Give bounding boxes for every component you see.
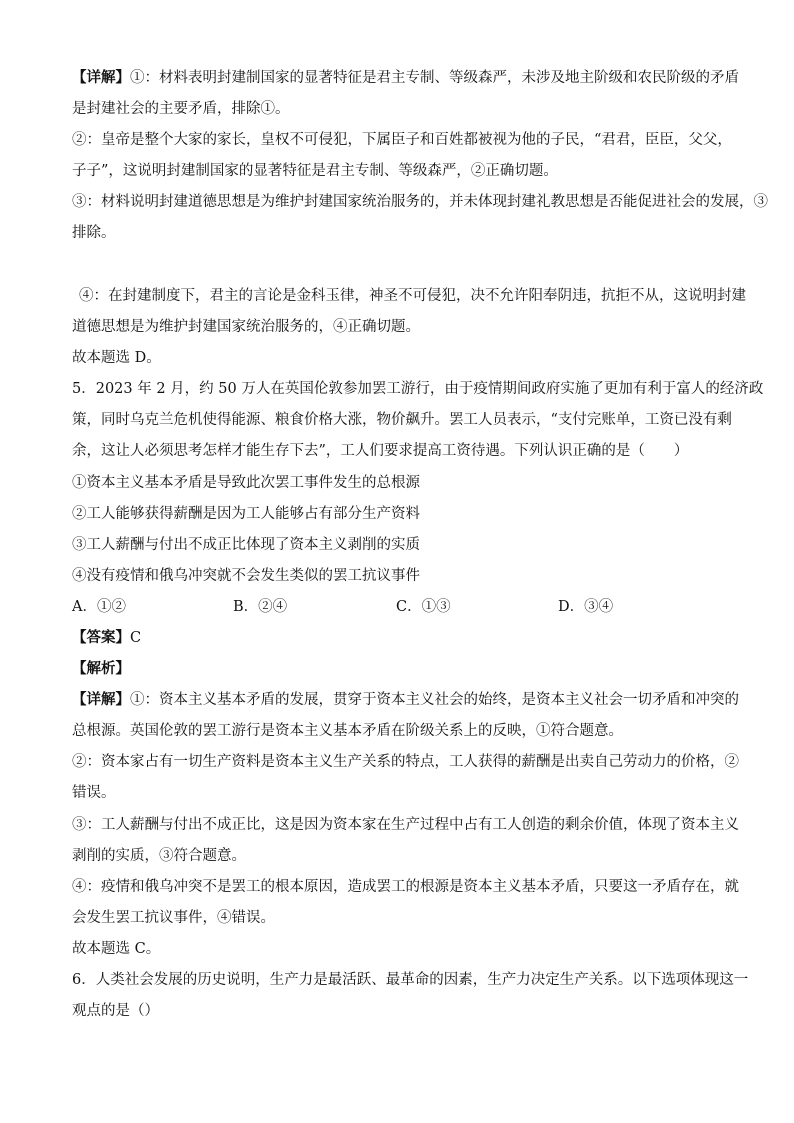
detail-line: ④：疫情和俄乌冲突不是罢工的根本原因，造成罢工的根源是资本主义基本矛盾，只要这一矛盾存在，就 bbox=[72, 879, 739, 895]
statement-item: ③工人薪酬与付出不成正比体现了资本主义剥削的实质 bbox=[72, 537, 420, 553]
detail-tag: 【详解】 bbox=[72, 69, 130, 86]
answer-tag: 【答案】 bbox=[72, 629, 130, 646]
detail-line: 是封建社会的主要矛盾，排除①。 bbox=[72, 101, 290, 117]
conclusion-line: 故本题选 C。 bbox=[72, 941, 161, 957]
question-stem: 6．人类社会发展的历史说明，生产力是最活跃、最革命的因素，生产力决定生产关系。以下选项体现这一 bbox=[72, 972, 749, 988]
detail-line: 会发生罢工抗议事件，④错误。 bbox=[72, 910, 275, 926]
detail-line: 错误。 bbox=[72, 785, 116, 801]
statement-item: ④没有疫情和俄乌冲突就不会发生类似的罢工抗议事件 bbox=[72, 568, 420, 584]
detail-line: ③：材料说明封建道德思想是为维护封建国家统治服务的，并未体现封建礼教思想是否能促进社会的发展，③ bbox=[72, 194, 768, 210]
option-a: A．①② bbox=[72, 599, 126, 615]
detail-line: ②：资本家占有一切生产资料是资本主义生产关系的特点，工人获得的薪酬是出卖自己劳动力的价格，② bbox=[72, 754, 739, 770]
detail-line: ②：皇帝是整个大家的家长，皇权不可侵犯，下属臣子和百姓都被视为他的子民，“君君，臣臣，父父， bbox=[72, 132, 732, 148]
detail-line: ③：工人薪酬与付出不成正比，这是因为资本家在生产过程中占有工人创造的剩余价值，体现了资本主义 bbox=[72, 817, 739, 833]
detail-line: 总根源。英国伦敦的罢工游行是资本主义基本矛盾在阶级关系上的反映，①符合题意。 bbox=[72, 723, 623, 739]
detail-line: 【详解】①：材料表明封建制国家的显著特征是君主专制、等级森严，未涉及地主阶级和农民阶级的矛盾 bbox=[72, 69, 739, 86]
detail-line: 道德思想是为维护封建国家统治服务的，④正确切题。 bbox=[72, 319, 420, 335]
option-b: B．②④ bbox=[233, 599, 288, 615]
detail-line: 剥削的实质，③符合题意。 bbox=[72, 848, 246, 864]
detail-line: ④：在封建制度下，君主的言论是金科玉律，神圣不可侵犯，决不允许阳奉阴违，抗拒不从，这说明封建 bbox=[79, 288, 746, 304]
question-stem: 余，这让人必须思考怎样才能生存下去”，工人们要求提高工资待遇。下列认识正确的是（ ） bbox=[72, 443, 689, 459]
option-d: D．③④ bbox=[558, 599, 614, 615]
analysis-tag: 【解析】 bbox=[72, 660, 130, 677]
answer-line bbox=[72, 628, 141, 648]
conclusion-line: 故本题选 D。 bbox=[72, 350, 161, 366]
detail-line: 排除。 bbox=[72, 225, 116, 241]
answer-value: C bbox=[130, 630, 142, 646]
option-c: C．①③ bbox=[396, 599, 451, 615]
detail-line: 【详解】①：资本主义基本矛盾的发展，贯穿于资本主义社会的始终，是资本主义社会一切矛盾和冲突的 bbox=[72, 691, 739, 708]
detail-line: 子子”，这说明封建制国家的显著特征是君主专制、等级森严，②正确切题。 bbox=[72, 163, 558, 179]
detail-tag: 【详解】 bbox=[72, 691, 130, 708]
question-stem: 策，同时乌克兰危机使得能源、粮食价格大涨，物价飙升。罢工人员表示，“支付完账单，工资已没有剩 bbox=[72, 412, 732, 428]
statement-item: ②工人能够获得薪酬是因为工人能够占有部分生产资料 bbox=[72, 506, 420, 522]
statement-item: ①资本主义基本矛盾是导致此次罢工事件发生的总根源 bbox=[72, 475, 420, 491]
question-stem: 5．2023 年 2 月，约 50 万人在英国伦敦参加罢工游行，由于疫情期间政府实施了更加有利于富人的经济政 bbox=[72, 381, 764, 397]
question-stem: 观点的是（） bbox=[72, 1003, 159, 1019]
